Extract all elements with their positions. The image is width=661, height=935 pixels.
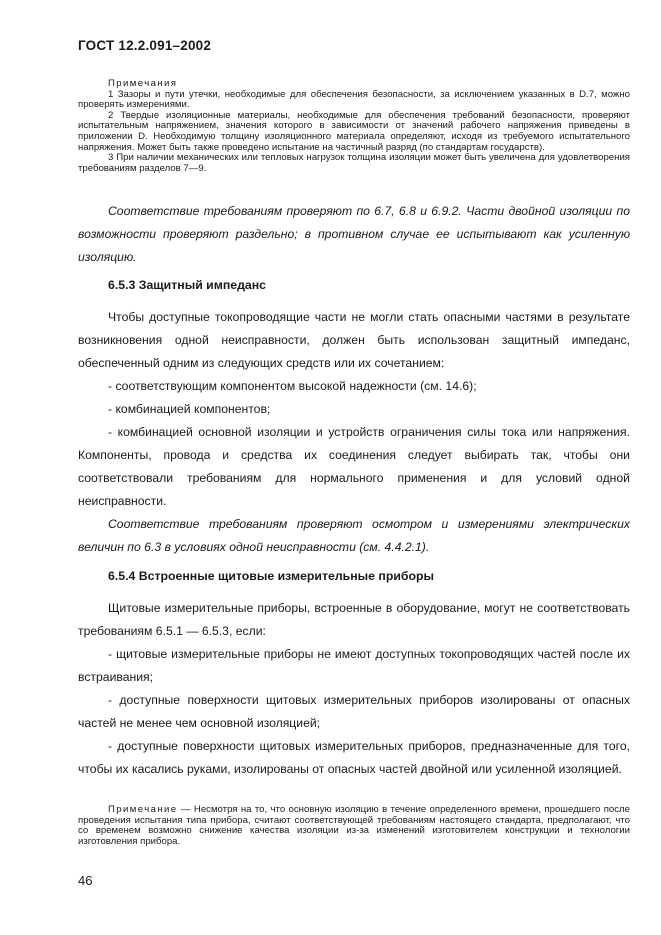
note-text: — Несмотря на то, что основную изоляцию в течение определенного времени, прошедшего после проведения испытания типа прибора, считают соответствующей требованиям настоящего стандарта, предполагают, что со временем возможно снижение качества изоляции из-за изменений изготовителем конструкции и технологии изготовления прибора. [78, 804, 630, 847]
note-heading: Примечание [108, 804, 178, 815]
section-title-6-5-4: 6.5.4 Встроенные щитовые измерительные приборы [108, 569, 435, 583]
document-header: ГОСТ 12.2.091–2002 [78, 38, 212, 53]
compliance-paragraph: Соответствие требованиям проверяют осмотром и измерениями электрических величин по 6.3 в условиях одной неисправности (см. 4.4.2.1). [78, 517, 630, 554]
note-item: 1 Зазоры и пути утечки, необходимые для обеспечения безопасности, за исключением указанных в D.7, можно проверять измерениями. [78, 88, 630, 111]
section-6-5-3-body [78, 306, 630, 559]
note-item: 2 Твердые изоляционные материалы, необходимые для обеспечения требований безопасности, проверяют испытательным напряжением, значения которого в зависимости от значений рабочего напряжения приведены в приложении D. Необходимую толщину изоляционного материала определяют, исходя из требуемого испытательного напряжения. Может быть также проведено испытание на частичный разряд (по стандартам государств). [78, 109, 630, 153]
final-note [78, 805, 630, 847]
section-6-5-4-body [78, 597, 630, 781]
section-intro: Чтобы доступные токопроводящие части не могли стать опасными частями в результате возникновения одной неисправности, должен быть использован защитный импеданс, обеспеченный одним из следующих средств или их сочетанием: [78, 310, 630, 370]
list-item: - комбинацией основной изоляции и устройств ограничения силы тока или напряжения. Компоненты, провода и средства их соединения следует выбирать так, чтобы они соответствовали требованиям для нормального применения и для условий одной неисправности. [78, 425, 630, 508]
list-item: - доступные поверхности щитовых измерительных приборов изолированы от опасных частей не менее чем основной изоляцией; [78, 693, 630, 730]
list-item: - щитовые измерительные приборы не имеют доступных токопроводящих частей после их встраивания; [78, 647, 630, 684]
compliance-paragraph: Соответствие требованиям проверяют по 6.7, 6.8 и 6.9.2. Части двойной изоляции по возможности проверяют раздельно; в противном случае ее испытывают как усиленную изоляцию. [78, 204, 630, 264]
notes-block [78, 79, 630, 174]
list-item: - доступные поверхности щитовых измерительных приборов, предназначенные для того, чтобы их касались руками, изолированы от опасных частей двойной или усиленной изоляцией. [78, 739, 630, 776]
notes-heading: Примечания [108, 78, 178, 89]
section-title-6-5-3: 6.5.3 Защитный импеданс [108, 278, 267, 292]
list-item: - соответствующим компонентом высокой надежности (см. 14.6); [108, 379, 477, 393]
section-intro: Щитовые измерительные приборы, встроенные в оборудование, могут не соответствовать требованиям 6.5.1 — 6.5.3, если: [78, 601, 630, 638]
list-item: - комбинацией компонентов; [108, 402, 271, 416]
note-item: 3 При наличии механических или тепловых нагрузок толщина изоляции может быть увеличена для удовлетворения требованиям разделов 7—9. [78, 152, 630, 174]
page-number: 46 [78, 873, 93, 888]
